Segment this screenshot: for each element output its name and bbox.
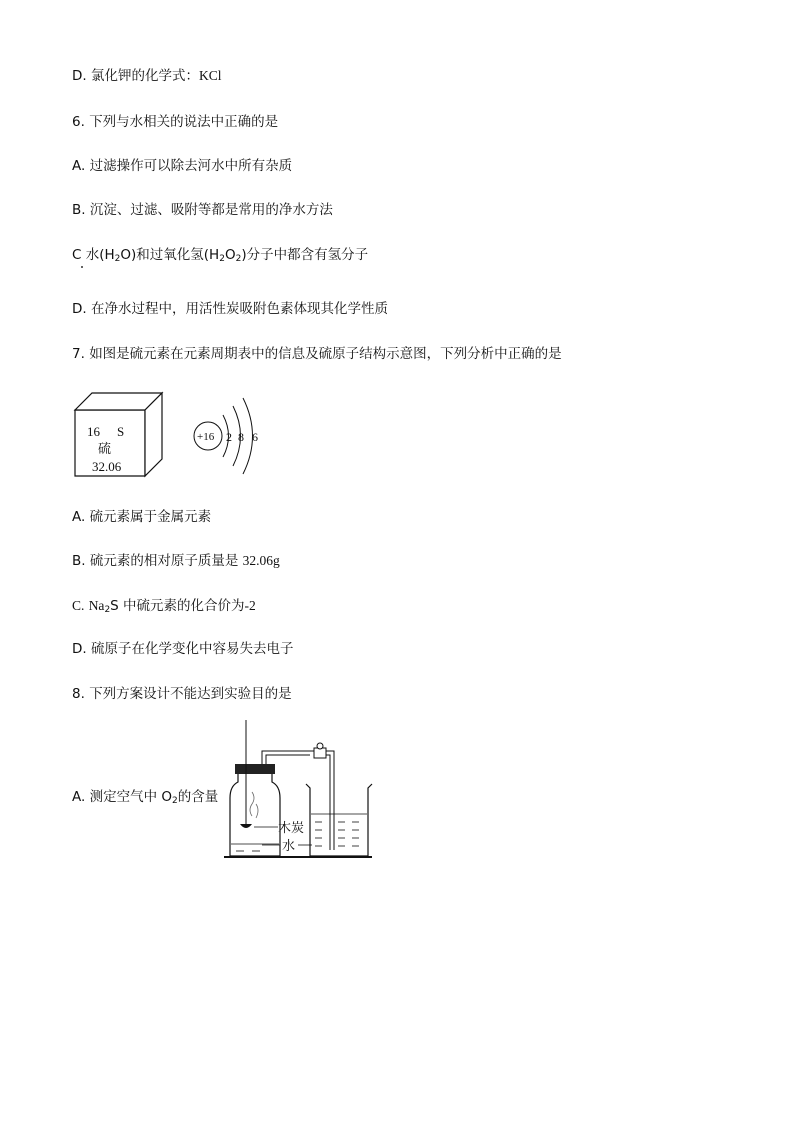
option-d-q5: D. 氯化钾的化学式：KCl	[72, 68, 222, 84]
element-number: 16	[87, 424, 100, 439]
o2-measurement-apparatus	[222, 720, 377, 862]
label-charcoal: 木炭	[278, 821, 305, 836]
question-7: 7. 如图是硫元素在元素周期表中的信息及硫原子结构示意图，下列分析中正确的是	[72, 346, 562, 362]
element-symbol: S	[117, 424, 125, 439]
element-mass: 32.06	[92, 459, 122, 474]
option-d-q7: D. 硫原子在化学变化中容易失去电子	[72, 641, 294, 657]
label-water: 水	[282, 839, 296, 854]
option-a-q7: A. 硫元素属于金属元素	[72, 509, 212, 525]
option-c-q7: C. $Na_2S$ 中硫元素的化合价为-2	[72, 598, 256, 615]
option-b-q7: B. 硫元素的相对原子质量是 32.06g	[72, 553, 280, 569]
option-d-q6: D. 在净水过程中，用活性炭吸附色素体现其化学性质	[72, 301, 388, 317]
nucleus-charge: +16	[197, 431, 215, 443]
gas-bottle	[230, 772, 280, 856]
sulfur-diagram	[70, 388, 270, 483]
shell-2-electrons: 8	[238, 430, 244, 444]
option-a-q8: A. 测定空气中 $O_2$的含量	[72, 789, 219, 806]
shell-1-electrons: 2	[226, 430, 232, 444]
atom-structure	[194, 398, 258, 474]
option-c-q6: C 水$(H_2O)$和过氧化氢$(H_2O_2)$分子中都含有氢分子	[72, 247, 369, 264]
stray-dot	[81, 266, 83, 268]
element-name: 硫	[98, 442, 112, 457]
shell-3-electrons: 6	[252, 430, 258, 444]
question-8: 8. 下列方案设计不能达到实验目的是	[72, 686, 292, 702]
option-a-q6: A. 过滤操作可以除去河水中所有杂质	[72, 158, 293, 174]
question-6: 6. 下列与水相关的说法中正确的是	[72, 114, 279, 130]
rubber-stopper	[235, 764, 275, 774]
option-b-q6: B. 沉淀、过滤、吸附等都是常用的净水方法	[72, 202, 333, 218]
beaker	[306, 784, 372, 856]
element-card	[75, 393, 162, 476]
